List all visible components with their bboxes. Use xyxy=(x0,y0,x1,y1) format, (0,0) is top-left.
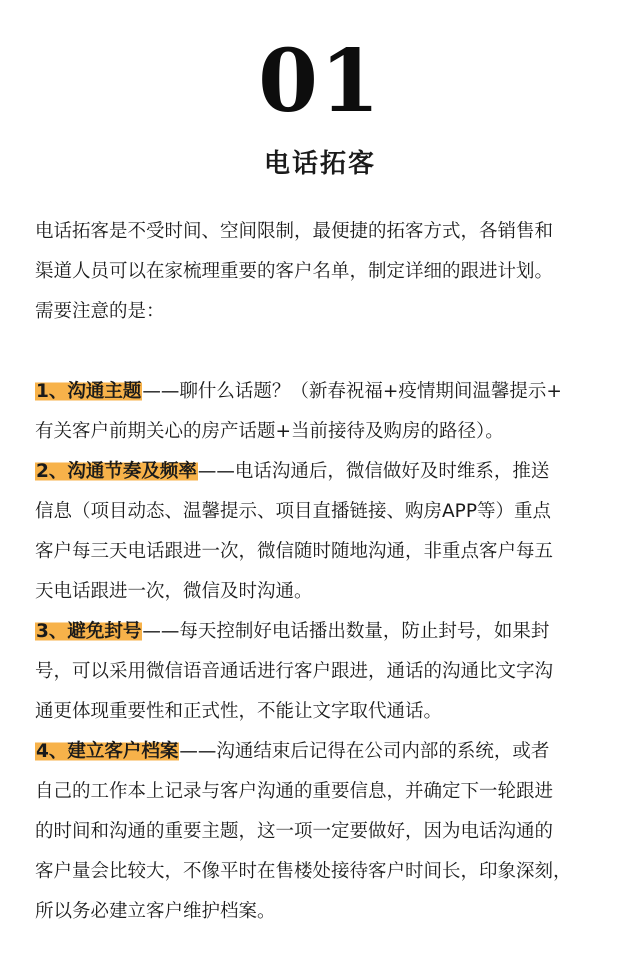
tip-item xyxy=(35,452,610,612)
tip-text: ——电话沟通后，微信做好及时维系，推送 xyxy=(197,461,550,482)
section-title: 电话拓客 xyxy=(263,149,376,179)
intro-paragraph xyxy=(35,212,610,332)
tips-list xyxy=(35,372,610,932)
tip-text: 所以务必建立客户维护档案。 xyxy=(35,901,276,922)
tip-heading-highlight: 4、建立客户档案 xyxy=(36,741,179,762)
tip-text: 有关客户前期关心的房产话题+当前接待及购房的路径）。 xyxy=(35,421,504,442)
tip-text: 自己的工作本上记录与客户沟通的重要信息，并确定下一轮跟进 xyxy=(35,781,554,802)
section-number: 01 xyxy=(258,31,382,132)
tip-heading-highlight: 2、沟通节奏及频率 xyxy=(36,461,197,482)
tip-text: 客户量会比较大，不像平时在售楼处接待客户时间长，印象深刻， xyxy=(35,861,572,882)
intro-line: 需要注意的是： xyxy=(35,301,165,322)
tip-text: ——沟通结束后记得在公司内部的系统，或者 xyxy=(179,741,550,762)
tip-item xyxy=(35,732,610,932)
tip-text: 的时间和沟通的重要主题，这一项一定要做好，因为电话沟通的 xyxy=(35,821,554,842)
tip-item xyxy=(35,612,610,732)
intro-line: 电话拓客是不受时间、空间限制，最便捷的拓客方式，各销售和 xyxy=(35,221,554,242)
tip-text: 客户每三天电话跟进一次，微信随时随地沟通，非重点客户每五 xyxy=(35,541,554,562)
tip-text: 号，可以采用微信语音通话进行客户跟进，通话的沟通比文字沟 xyxy=(35,661,554,682)
tip-text: 通更体现重要性和正式性，不能让文字取代通话。 xyxy=(35,701,443,722)
tip-text: 天电话跟进一次，微信及时沟通。 xyxy=(35,581,313,602)
tip-text: ——每天控制好电话播出数量，防止封号，如果封 xyxy=(142,621,550,642)
tip-heading-highlight: 3、避免封号 xyxy=(36,621,142,642)
tip-text: ——聊什么话题？（新春祝福+疫情期间温馨提示+ xyxy=(142,381,562,402)
tip-text: 信息（项目动态、温馨提示、项目直播链接、购房APP等）重点 xyxy=(35,501,551,522)
intro-line: 渠道人员可以在家梳理重要的客户名单，制定详细的跟进计划。 xyxy=(35,261,554,282)
tip-item xyxy=(35,372,610,452)
tip-heading-highlight: 1、沟通主题 xyxy=(36,381,142,402)
